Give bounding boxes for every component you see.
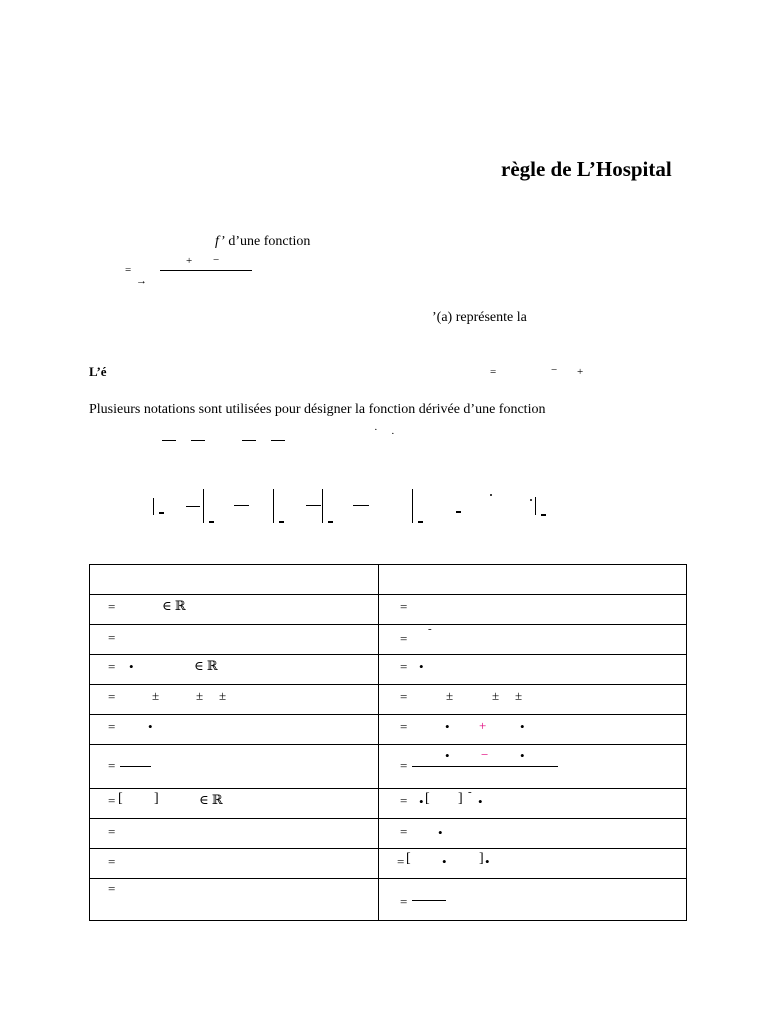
right-bracket: ] bbox=[458, 791, 463, 806]
numerator-minus: − bbox=[213, 254, 220, 266]
plus-minus: ± bbox=[196, 688, 204, 703]
element-of-reals: ∈ ℝ bbox=[162, 598, 186, 613]
superscript-minus: - bbox=[428, 623, 432, 635]
table-row bbox=[90, 655, 687, 685]
table-cell-right bbox=[379, 715, 687, 745]
table-cell-left bbox=[90, 879, 379, 921]
right-bracket: ] bbox=[154, 791, 159, 806]
page-title: règle de L’Hospital bbox=[501, 157, 672, 181]
equals-sign: = bbox=[108, 824, 116, 839]
plus-minus: ± bbox=[515, 688, 523, 703]
equals-sign: = bbox=[400, 719, 408, 734]
table-row bbox=[90, 849, 687, 879]
eval-subscript bbox=[541, 514, 546, 516]
fprime-symbol: f’ bbox=[215, 234, 225, 249]
bullet: • bbox=[438, 825, 443, 840]
bullet: • bbox=[419, 659, 424, 674]
bullet: • bbox=[445, 748, 450, 763]
represente-text: ’(a) représente la bbox=[432, 310, 527, 325]
notation-bar bbox=[162, 440, 176, 441]
bullet: • bbox=[478, 794, 483, 809]
equals-sign: = bbox=[108, 793, 116, 808]
eval-subscript bbox=[328, 521, 333, 523]
eval-bar bbox=[535, 497, 536, 515]
equals-sign: = bbox=[108, 659, 116, 674]
minus-sign: − bbox=[481, 747, 489, 762]
table-cell-right bbox=[379, 849, 687, 879]
eval-subscript bbox=[159, 512, 164, 514]
table-cell-right bbox=[379, 879, 687, 921]
table-cell-left bbox=[90, 715, 379, 745]
plus-sign: + bbox=[479, 718, 487, 733]
equation-minus: − bbox=[551, 364, 558, 376]
equals-sign: = bbox=[108, 719, 116, 734]
table-cell-left bbox=[90, 819, 379, 849]
table-row bbox=[90, 595, 687, 625]
table-row bbox=[90, 789, 687, 819]
table-row bbox=[90, 819, 687, 849]
prime-dot bbox=[490, 494, 492, 496]
plus-minus: ± bbox=[152, 688, 160, 703]
bullet: • bbox=[445, 719, 450, 734]
equals-sign: = bbox=[397, 854, 405, 869]
equals-sign: = bbox=[108, 854, 116, 869]
table-cell-right bbox=[379, 819, 687, 849]
equals-sign: = bbox=[400, 689, 408, 704]
notation-bar bbox=[242, 440, 256, 441]
derivatives-table bbox=[89, 564, 687, 921]
table-cell-right bbox=[379, 745, 687, 789]
intro-text bbox=[215, 234, 310, 250]
left-bracket: [ bbox=[406, 851, 411, 866]
bullet: • bbox=[442, 854, 447, 869]
fraction-bar bbox=[412, 766, 558, 767]
equals-sign: = bbox=[400, 758, 408, 773]
table-header-row bbox=[90, 565, 687, 595]
fraction-bar bbox=[160, 270, 252, 271]
plus-minus: ± bbox=[219, 688, 227, 703]
notation-dot: · bbox=[374, 424, 378, 436]
right-bracket: ] bbox=[479, 851, 484, 866]
table-header-cell bbox=[379, 565, 687, 595]
limit-arrow: → bbox=[136, 275, 147, 287]
equals-sign: = bbox=[400, 793, 408, 808]
numerator-plus: + bbox=[186, 255, 193, 267]
bullet: • bbox=[520, 748, 525, 763]
table-row bbox=[90, 685, 687, 715]
fraction-bar bbox=[120, 766, 151, 767]
equation-equals: = bbox=[490, 366, 497, 378]
table-cell-right bbox=[379, 786, 687, 819]
notation-bar bbox=[271, 440, 285, 441]
equals-sign: = bbox=[400, 894, 408, 909]
element-of-reals: ∈ ℝ bbox=[199, 792, 223, 807]
intro-text-rest: d’une fonction bbox=[224, 234, 311, 249]
table-cell-left bbox=[90, 849, 379, 879]
equals-sign: = bbox=[400, 659, 408, 674]
fraction-bar bbox=[412, 900, 446, 901]
notation-bar bbox=[306, 505, 321, 506]
table-cell-left bbox=[90, 595, 379, 625]
table-cell-right bbox=[379, 655, 687, 685]
limit-equals: = bbox=[125, 264, 132, 276]
equation-plus: + bbox=[577, 366, 584, 378]
table-cell-left bbox=[90, 655, 379, 685]
equals-sign: = bbox=[400, 631, 408, 646]
eval-bar bbox=[153, 498, 154, 515]
eval-bar bbox=[203, 489, 204, 523]
equals-sign: = bbox=[108, 881, 116, 896]
eval-subscript bbox=[279, 521, 284, 523]
eval-subscript bbox=[209, 521, 214, 523]
bullet: • bbox=[419, 794, 424, 809]
eval-bar bbox=[322, 489, 323, 523]
bullet: • bbox=[520, 719, 525, 734]
equals-sign: = bbox=[108, 599, 116, 614]
table-row bbox=[90, 879, 687, 921]
eval-bar bbox=[412, 489, 413, 523]
superscript-minus: - bbox=[468, 786, 472, 798]
notation-bar bbox=[191, 440, 205, 441]
bullet: • bbox=[485, 854, 490, 869]
notation-bar bbox=[234, 505, 249, 506]
table-row bbox=[90, 715, 687, 745]
table-cell-right bbox=[379, 625, 687, 655]
eval-subscript bbox=[418, 521, 423, 523]
table-cell-left bbox=[90, 745, 379, 789]
left-bracket: [ bbox=[425, 791, 430, 806]
notation-bar bbox=[186, 506, 200, 507]
table-cell-left bbox=[90, 625, 379, 655]
table-row bbox=[90, 625, 687, 655]
eval-bar bbox=[273, 489, 274, 523]
notation-bar bbox=[353, 505, 369, 506]
table-cell-left bbox=[90, 685, 379, 715]
table-row bbox=[90, 745, 687, 789]
table-cell-right bbox=[379, 595, 687, 625]
equals-sign: = bbox=[108, 689, 116, 704]
notation-dot: · bbox=[391, 428, 395, 440]
bullet: • bbox=[148, 719, 153, 734]
eval-subscript bbox=[456, 511, 461, 513]
prime-dot bbox=[530, 499, 532, 501]
equation-label: L’é bbox=[89, 364, 107, 379]
plus-minus: ± bbox=[492, 688, 500, 703]
equals-sign: = bbox=[108, 758, 116, 773]
plus-minus: ± bbox=[446, 688, 454, 703]
equals-sign: = bbox=[400, 824, 408, 839]
bullet: • bbox=[129, 659, 134, 674]
left-bracket: [ bbox=[118, 791, 123, 806]
equals-sign: = bbox=[400, 599, 408, 614]
element-of-reals: ∈ ℝ bbox=[194, 658, 218, 673]
equals-sign: = bbox=[108, 630, 116, 645]
table-header-cell bbox=[90, 565, 379, 595]
table-cell-right bbox=[379, 685, 687, 715]
table-cell-left bbox=[90, 789, 379, 819]
notations-text: Plusieurs notations sont utilisées pour désigner la fonction dérivée d’une fonction bbox=[89, 402, 546, 417]
